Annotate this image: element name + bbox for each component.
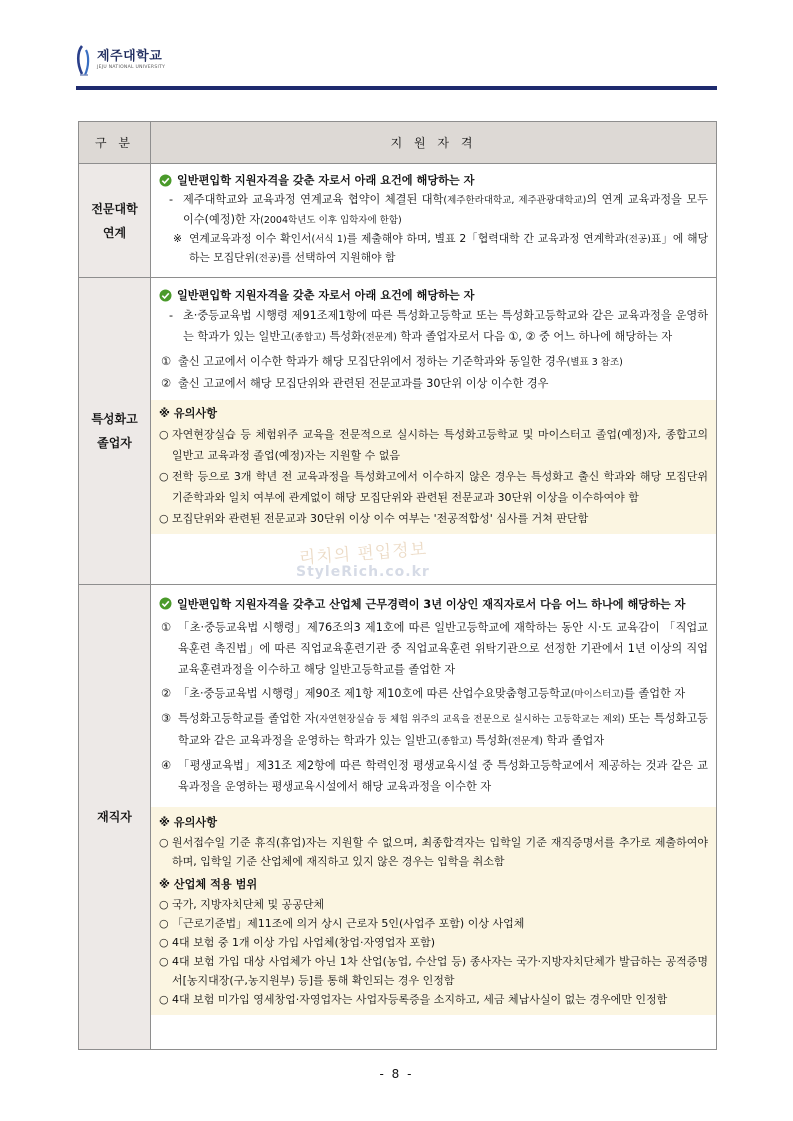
scope-item: ○ 4대 보험 미가입 영세창업·자영업자는 사업자등록증을 소지하고, 세금 체납사실이 없는 경우에만 인정함 bbox=[159, 993, 668, 1006]
numbered-item: ② 출신 고교에서 해당 모집단위와 관련된 전문교과를 30단위 이상 이수한 경우 bbox=[161, 377, 549, 390]
section-title: 일반편입학 지원자격을 갖추고 산업체 근무경력이 3년 이상인 재직자로서 다음 어느 하나에 해당하는 자 bbox=[151, 594, 716, 615]
table-row-specialized-hs bbox=[79, 278, 717, 585]
scope-item: ○ 4대 보험 가입 대상 사업체가 아닌 1차 산업(농업, 수산업 등) 종사자는 국가·지방자치단체가 발급하는 공적증명서[농지대장(구,농지원부) 등]를 통해 확인되는 경우 인정함 bbox=[159, 955, 708, 987]
category-cell bbox=[79, 585, 151, 1050]
check-circle-icon bbox=[159, 174, 172, 187]
numbered-item: ④ 「평생교육법」제31조 제2항에 따른 학력인정 평생교육시설 중 특성화고등학교에서 제공하는 것과 같은 교육과정을 운영하는 평생교육시설에서 해당 교육과정을 이수한 자 bbox=[161, 759, 708, 793]
category-label: 전문대학 연계 bbox=[91, 201, 138, 240]
numbered-item: ① 출신 고교에서 이수한 학과가 해당 모집단위에서 정하는 기준학과와 동일한 경우(별표 3 참조) bbox=[161, 355, 623, 368]
caution-item: ○ 전학 등으로 3개 학년 전 교육과정을 특성화고에서 이수하지 않은 경우는 특성화고 출신 학과와 해당 모집단위 기준학과와 일치 여부에 관계없이 해당 모집단위와 관련된 전문교과 30단위 이상을 이수하여야 함 bbox=[159, 470, 708, 504]
section-title: 일반편입학 지원자격을 갖춘 자로서 아래 요건에 해당하는 자 bbox=[151, 171, 716, 190]
column-header-qualification: 지 원 자 격 bbox=[151, 122, 717, 164]
category-cell bbox=[79, 164, 151, 278]
caution-title: ※ 유의사항 bbox=[159, 407, 217, 420]
table-header-row bbox=[79, 122, 717, 164]
scope-item: ○ 「근로기준법」제11조에 의거 상시 근로자 5인(사업주 포함) 이상 사업체 bbox=[159, 917, 525, 930]
check-circle-icon bbox=[159, 289, 172, 302]
category-label: 특성화고 졸업자 bbox=[91, 412, 138, 450]
caution-item: ○ 모집단위와 관련된 전문교과 30단위 이상 이수 여부는 '전공적합성' 심사를 거쳐 판단함 bbox=[159, 512, 589, 525]
column-header-category: 구 분 bbox=[79, 122, 151, 164]
caution-title: ※ 유의사항 bbox=[159, 816, 217, 829]
header-divider bbox=[76, 86, 717, 90]
qualification-cell bbox=[151, 278, 717, 585]
section-title: 일반편입학 지원자격을 갖춘 자로서 아래 요건에 해당하는 자 bbox=[151, 286, 716, 305]
table-row-employed bbox=[79, 585, 717, 1050]
scope-title: ※ 산업체 적용 범위 bbox=[159, 878, 258, 891]
numbered-item: ③ 특성화고등학교를 졸업한 자(자연현장실습 등 체험 위주의 교육을 전문으로 실시하는 고등학교는 제외) 또는 특성화고등학교와 같은 교육과정을 운영하는 학과가 있는 일반고(종합고) 특성화(전문계) 학과 졸업자 bbox=[161, 712, 708, 747]
page-number: - 8 - bbox=[379, 1067, 414, 1081]
table-row-linked-college bbox=[79, 164, 717, 278]
requirement-note: ※ 연계교육과정 이수 확인서(서식 1)를 제출해야 하며, 별표 2「협력대학 간 교육과정 연계학과(전공)표」에 해당하는 모집단위(전공)를 선택하여 지원해야 함 bbox=[173, 232, 708, 264]
university-logo bbox=[76, 44, 165, 78]
scope-item: ○ 4대 보험 중 1개 이상 가입 사업체(창업·자영업자 포함) bbox=[159, 936, 436, 949]
logo-emblem-icon bbox=[76, 44, 92, 78]
numbered-item: ② 「초·중등교육법 시행령」제90조 제1항 제10호에 따른 산업수요맞춤형고등학교(마이스터고)를 졸업한 자 bbox=[161, 687, 686, 700]
check-circle-icon bbox=[159, 597, 172, 610]
watermark-line-2: StyleRich.co.kr bbox=[296, 564, 430, 580]
numbered-item: ① 「초·중등교육법 시행령」제76조의3 제1호에 따른 일반고등학교에 재학하는 동안 시·도 교육감이 「직업교육훈련 촉진법」에 따른 직업교육훈련기관 중 직업교육훈련 위탁기관으로 선정한 기관에서 1년 이상의 직업교육훈련과정을 이수하고 해당 일반고등학교를 졸업한 자 bbox=[161, 621, 708, 676]
page-header bbox=[0, 0, 793, 92]
caution-box bbox=[151, 807, 716, 1015]
caution-item: ○ 원서접수일 기준 휴직(휴업)자는 지원할 수 없으며, 최종합격자는 입학일 기준 재직증명서를 추가로 제출하여야 하며, 입학일 기준 산업체에 재직하고 있지 않은 경우는 입학을 취소함 bbox=[159, 836, 708, 868]
watermark-line-1: 리치의 편입정보 bbox=[298, 539, 428, 569]
caution-box bbox=[151, 400, 716, 534]
qualification-table bbox=[78, 121, 717, 1050]
requirement-item: - 초·중등교육법 시행령 제91조제1항에 따른 특성화고등학교 또는 특성화고등학교와 같은 교육과정을 운영하는 학과가 있는 일반고(종합고) 특성화(전문계) 학과 졸업자로서 다음 ①, ② 중 어느 하나에 해당하는 자 bbox=[169, 309, 708, 343]
logo-korean-name: 제주대학교 bbox=[97, 49, 163, 64]
caution-item: ○ 자연현장실습 등 체험위주 교육을 전문적으로 실시하는 특성화고등학교 및 마이스터고 졸업(예정)자, 종합고의 일반고 교육과정 졸업(예정)자는 지원할 수 없음 bbox=[159, 428, 708, 462]
qualification-cell bbox=[151, 164, 717, 278]
scope-item: ○ 국가, 지방자치단체 및 공공단체 bbox=[159, 898, 325, 911]
requirement-item: - 제주대학교와 교육과정 연계교육 협약이 체결된 대학(제주한라대학교, 제주관광대학교)의 연계 교육과정을 모두 이수(예정)한 자(2004학년도 이후 입학자에 한함) bbox=[169, 193, 708, 226]
category-label: 재직자 bbox=[97, 810, 132, 824]
qualification-cell bbox=[151, 585, 717, 1050]
category-cell bbox=[79, 278, 151, 585]
logo-english-name: JEJU NATIONAL UNIVERSITY bbox=[97, 65, 166, 70]
